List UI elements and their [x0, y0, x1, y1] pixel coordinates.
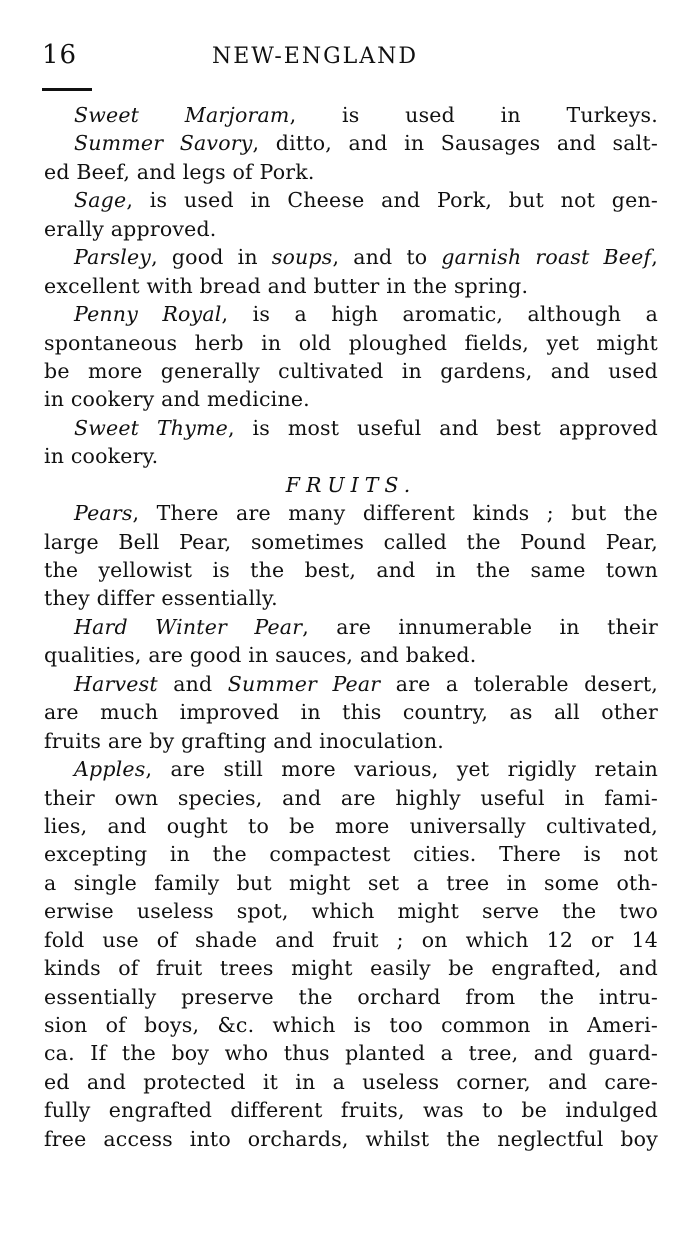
text-line	[44, 528, 658, 556]
running-head: NEW-ENGLAND	[212, 44, 419, 69]
section-heading	[44, 471, 658, 499]
text-run: essentially preserve the orchard from the intru-	[44, 984, 658, 1009]
text-line	[44, 698, 658, 726]
text-line	[44, 641, 658, 669]
text-line	[44, 869, 658, 897]
text-line	[44, 414, 658, 442]
text-line	[44, 243, 658, 271]
italic-text: Summer Savory	[74, 131, 253, 156]
text-run: , There are many different kinds ; but the	[132, 501, 658, 526]
text-line	[44, 442, 658, 470]
text-line	[44, 727, 658, 755]
text-run: are a tolerable desert,	[380, 671, 658, 696]
text-run: lies, and ought to be more universally cultivated,	[44, 813, 658, 838]
italic-text: soups	[271, 245, 333, 270]
text-line	[44, 186, 658, 214]
text-run: ed and protected it in a useless corner, and care-	[44, 1069, 658, 1094]
text-run: , good in	[151, 245, 272, 270]
text-line	[44, 329, 658, 357]
text-line	[44, 1125, 658, 1153]
text-run: they differ essentially.	[44, 586, 278, 611]
header-rule	[42, 88, 92, 91]
italic-text: Sweet Thyme	[74, 415, 228, 440]
text-line	[44, 840, 658, 868]
text-line	[44, 101, 658, 129]
text-run: , are innumerable in their	[302, 614, 658, 639]
text-run: their own species, and are highly useful in fami-	[44, 785, 658, 810]
body-text	[44, 101, 658, 1153]
text-run: fruits are by grafting and inoculation.	[44, 728, 444, 753]
italic-text: Sweet Marjoram	[74, 103, 290, 127]
text-line	[44, 613, 658, 641]
text-run: a single family but might set a tree in some oth-	[44, 870, 658, 895]
text-run: ed Beef, and legs of Pork.	[44, 159, 315, 184]
text-line	[44, 385, 658, 413]
text-line	[44, 812, 658, 840]
text-run: , ditto, and in Sausages and salt-	[252, 131, 658, 156]
text-run: in cookery.	[44, 444, 159, 469]
text-line	[44, 954, 658, 982]
text-run: kinds of fruit trees might easily be engrafted, and	[44, 956, 658, 981]
text-line	[44, 926, 658, 954]
text-line	[44, 1096, 658, 1124]
text-run: , and to	[332, 245, 442, 270]
italic-text: garnish roast Beef	[441, 245, 652, 270]
text-line	[44, 272, 658, 300]
text-run: spontaneous herb in old ploughed fields, yet might	[44, 330, 658, 355]
text-line	[44, 215, 658, 243]
page-number: 16	[42, 40, 78, 70]
text-line	[44, 584, 658, 612]
text-run: qualities, are good in sauces, and baked.	[44, 643, 477, 668]
text-run: excellent with bread and butter in the spring.	[44, 273, 529, 298]
text-run: , is used in Cheese and Pork, but not gen-	[126, 188, 658, 213]
text-line	[44, 499, 658, 527]
text-line	[44, 1011, 658, 1039]
text-run: the yellowist is the best, and in the same town	[44, 558, 658, 582]
text-line	[44, 357, 658, 385]
italic-text: Summer Pear	[227, 671, 381, 696]
text-line	[44, 755, 658, 783]
text-run: sion of boys, &c. which is too common in Ameri-	[44, 1013, 658, 1037]
italic-text: Pears	[74, 501, 133, 526]
text-line	[44, 300, 658, 328]
text-line	[44, 158, 658, 186]
italic-text: Harvest	[74, 671, 158, 696]
italic-text: Parsley	[74, 245, 152, 270]
text-run: excepting in the compactest cities. There is not	[44, 842, 658, 867]
italic-text: Sage	[74, 188, 127, 213]
text-line	[44, 983, 658, 1011]
text-run: , is used in Turkeys.	[289, 103, 658, 127]
text-run: ca. If the boy who thus planted a tree, and guard-	[44, 1041, 658, 1066]
text-run: erally approved.	[44, 216, 217, 241]
italic-text: Hard Winter Pear	[74, 614, 303, 639]
text-run: free access into orchards, whilst the neglectful boy	[44, 1126, 658, 1151]
text-run: , are still more various, yet rigidly retain	[145, 757, 658, 782]
italic-text: Penny Royal	[74, 302, 222, 327]
text-line	[44, 897, 658, 925]
text-run: are much improved in this country, as all other	[44, 700, 658, 725]
text-run: , is a high aromatic, although a	[221, 302, 658, 327]
text-run: be more generally cultivated in gardens, and used	[44, 358, 658, 383]
page-header	[42, 40, 662, 80]
text-line	[44, 1068, 658, 1096]
text-run: , is most useful and best approved	[227, 415, 658, 440]
text-line	[44, 784, 658, 812]
text-line	[44, 670, 658, 698]
text-run: in cookery and medicine.	[44, 387, 310, 412]
text-run: fully engrafted different fruits, was to be indulged	[44, 1098, 658, 1123]
text-run: erwise useless spot, which might serve the two	[44, 899, 658, 924]
italic-text: FRUITS.	[285, 472, 417, 497]
text-line	[44, 129, 658, 157]
text-run: large Bell Pear, sometimes called the Pound Pear,	[44, 529, 658, 554]
text-run: fold use of shade and fruit ; on which 12 or 14	[44, 927, 658, 952]
italic-text: Apples	[74, 757, 146, 782]
text-run: ,	[651, 245, 658, 270]
text-line	[44, 1039, 658, 1067]
text-run: and	[157, 671, 228, 696]
text-line	[44, 556, 658, 584]
